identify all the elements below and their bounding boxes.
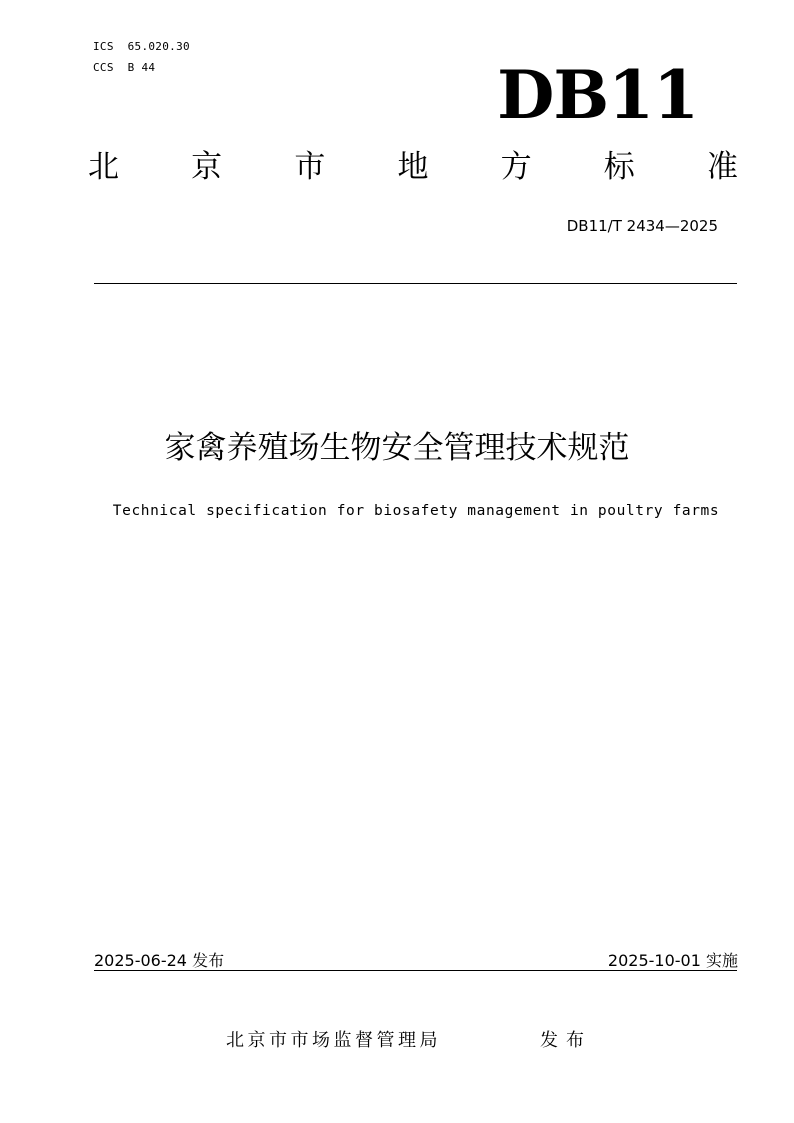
db-logo: DB11	[497, 56, 698, 134]
standard-type-heading	[88, 149, 738, 185]
standard-type-char: 市	[294, 149, 326, 185]
standard-type-char: 准	[706, 149, 738, 185]
standard-number: DB11/T 2434—2025	[566, 217, 718, 235]
standard-type-char: 方	[500, 149, 532, 185]
issued-label: 发布	[540, 1030, 592, 1051]
title-english: Technical specification for biosafety management in poultry farms	[112, 503, 720, 519]
publish-date: 2025-06-24 发布	[94, 951, 225, 970]
standard-type-char: 标	[603, 149, 635, 185]
standard-type-char: 地	[397, 149, 429, 185]
implement-date: 2025-10-01 实施	[607, 951, 738, 970]
standard-type-char: 京	[191, 149, 223, 185]
ccs-code: CCS B 44	[93, 61, 156, 74]
standard-type-char: 北	[88, 149, 119, 185]
issuing-authority: 北京市市场监督管理局	[226, 1030, 441, 1051]
top-divider	[94, 283, 737, 284]
title-chinese: 家禽养殖场生物安全管理技术规范	[164, 430, 630, 466]
ics-code: ICS 65.020.30	[93, 40, 190, 53]
bottom-divider	[94, 970, 737, 971]
